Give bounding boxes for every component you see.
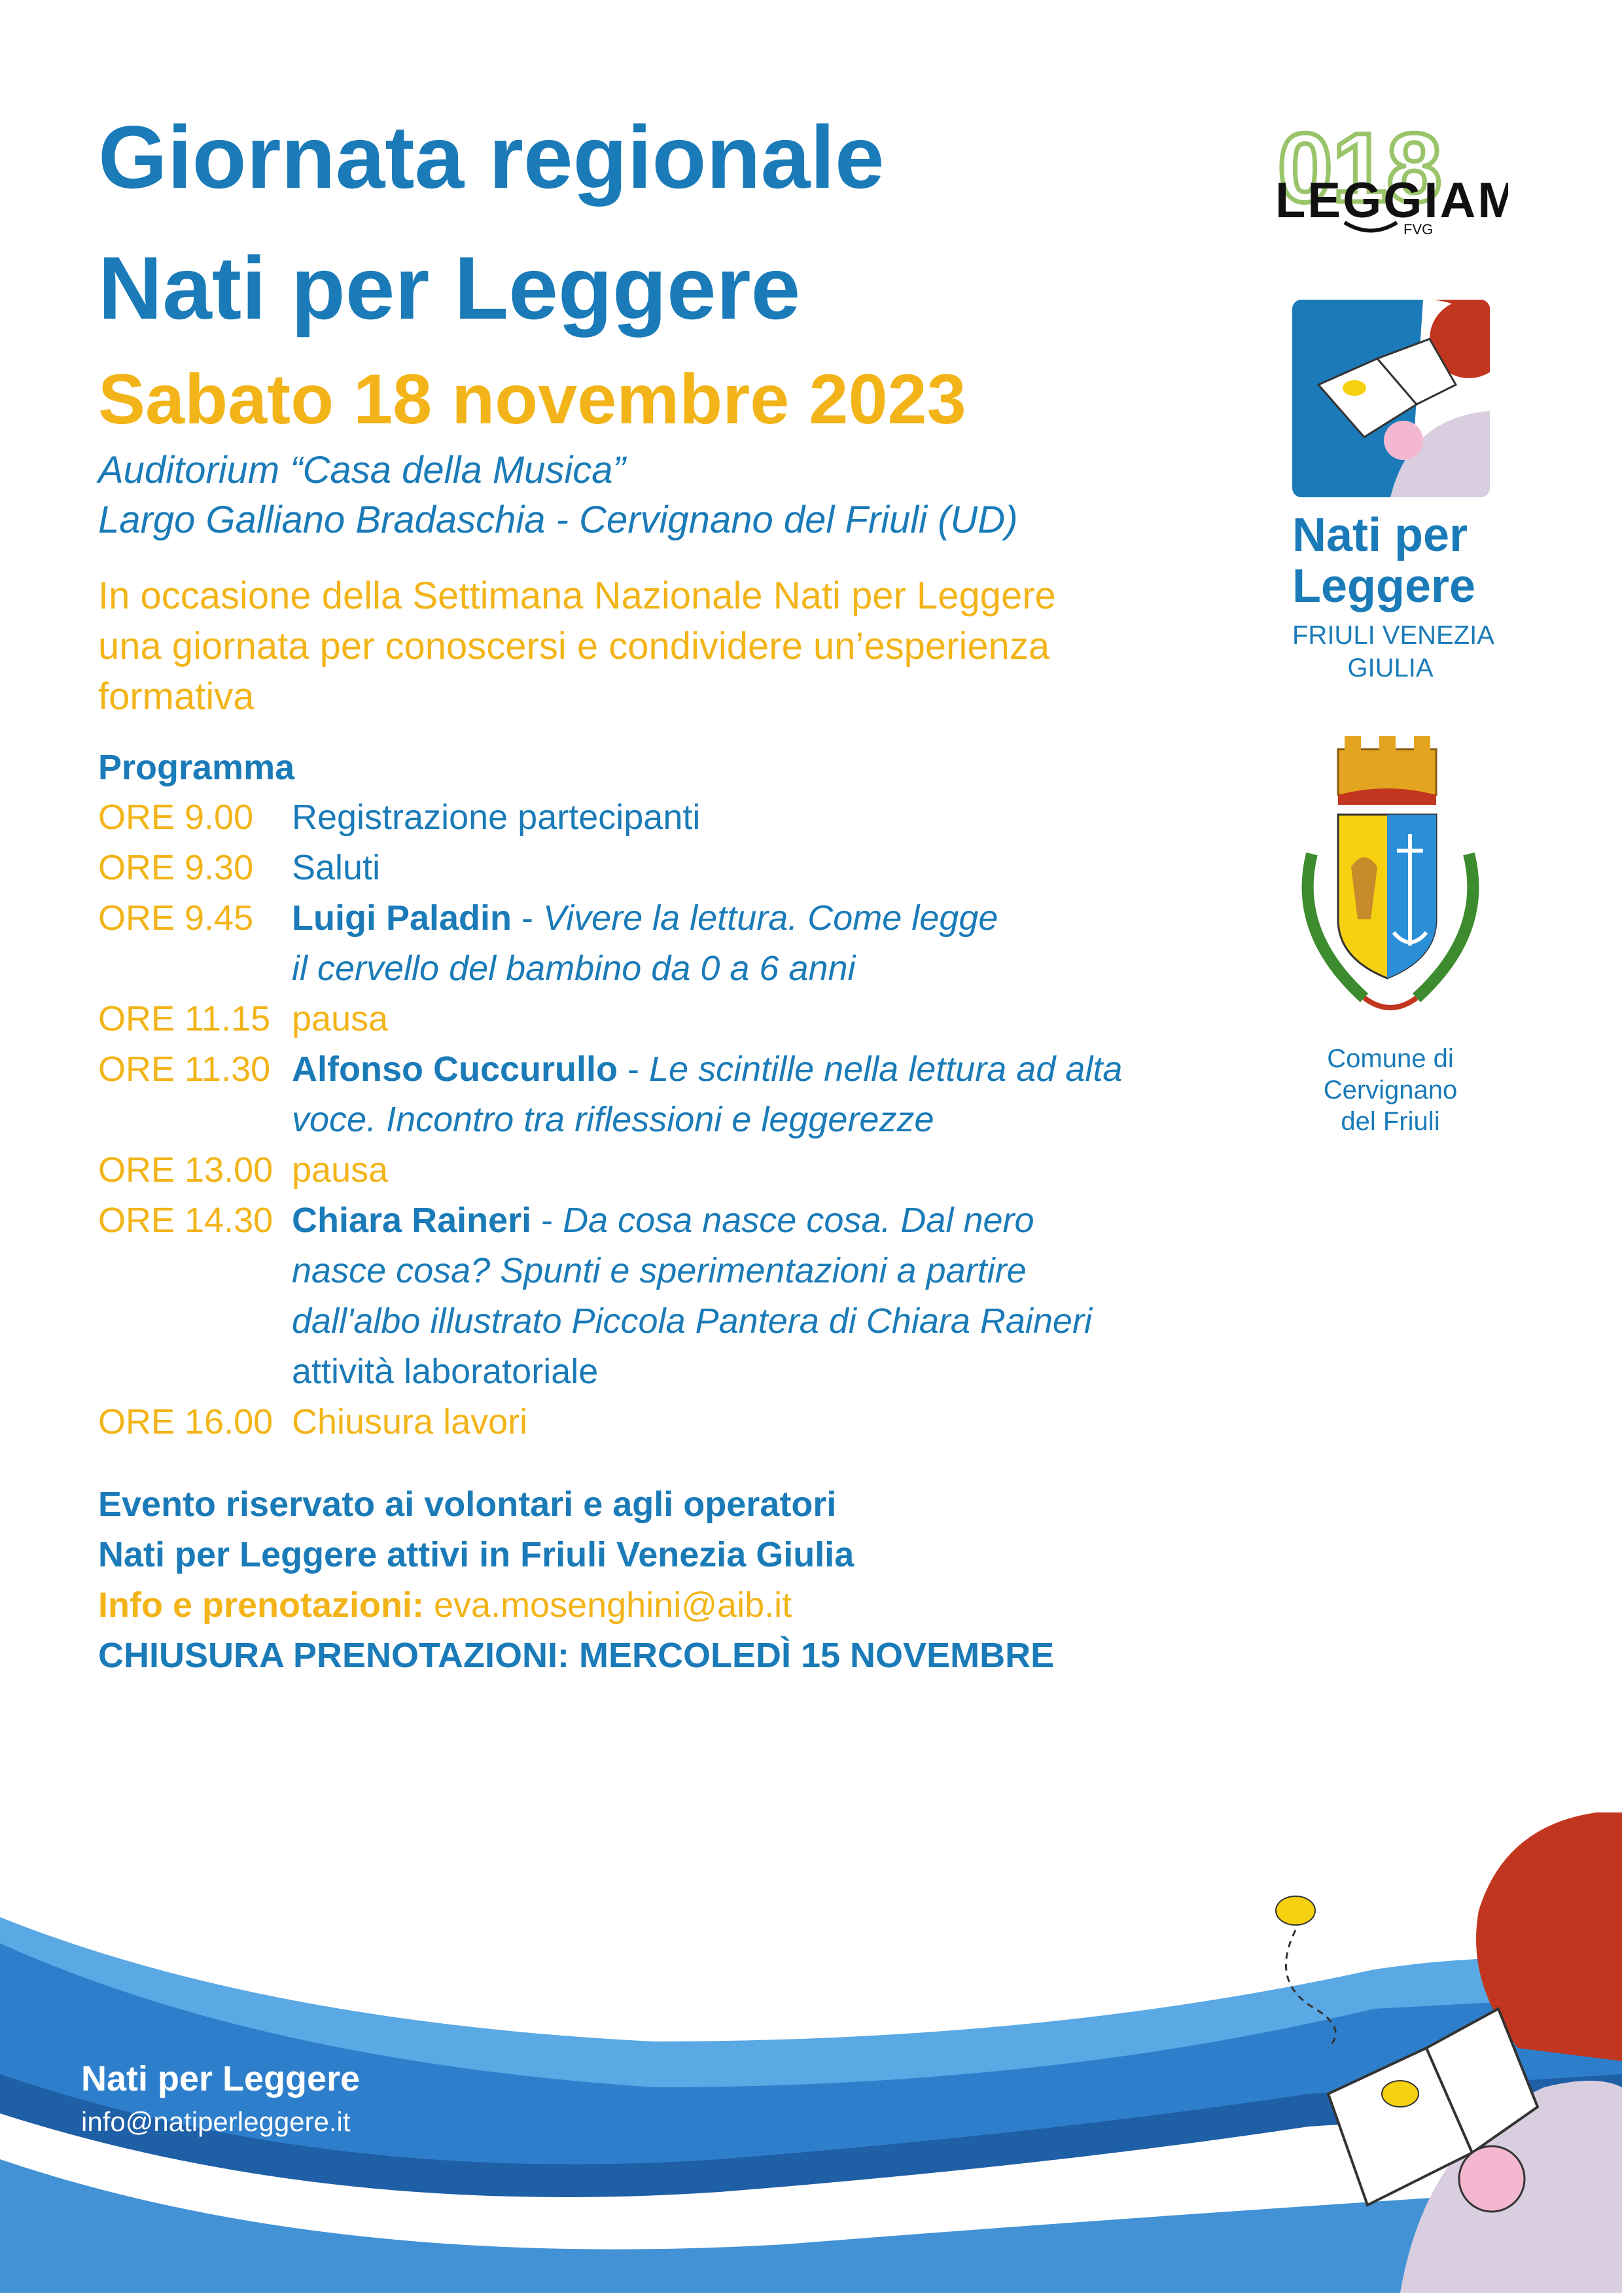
comune-label: Comune di xyxy=(1327,1044,1454,1073)
program-item: Chiusura lavori xyxy=(292,1402,528,1441)
audience-note: Evento riservato ai volontari e agli operatori xyxy=(98,1485,837,1524)
title-line-1: Giornata regionale xyxy=(98,107,885,207)
info-line xyxy=(98,1587,792,1623)
program-title: Programma xyxy=(98,748,295,787)
npl-logo-text xyxy=(1292,509,1494,684)
leggiamo-logo xyxy=(1273,118,1508,242)
leggiamo-word: LEGGIAM xyxy=(1275,173,1508,228)
program-item xyxy=(292,900,998,936)
program-item: Saluti xyxy=(292,848,381,887)
info-label: Info e prenotazioni: xyxy=(98,1585,424,1625)
separator: - xyxy=(531,1201,563,1240)
program-time: ORE 13.00 xyxy=(98,1150,273,1190)
program-item: pausa xyxy=(292,1150,389,1190)
talk-title: Da cosa nasce cosa. Dal nero xyxy=(563,1201,1034,1240)
speaker-name: Chiara Raineri xyxy=(292,1201,532,1240)
venue-name: Auditorium “Casa della Musica” xyxy=(98,449,626,491)
program-time: ORE 11.15 xyxy=(98,999,271,1038)
talk-title: nasce cosa? Spunti e sperimentazioni a partire xyxy=(292,1251,1027,1290)
program-time: ORE 9.30 xyxy=(98,848,254,887)
program-item xyxy=(292,1051,1122,1087)
intro-line: una giornata per conoscersi e condividere un’esperienza xyxy=(98,625,1050,667)
npl-logo-region1: FRIULI VENEZIA xyxy=(1292,620,1494,650)
audience-note: Nati per Leggere attivi in Friuli Venezia Giulia xyxy=(98,1535,855,1574)
talk-title: voce. Incontro tra riflessioni e leggerezze xyxy=(292,1100,934,1139)
venue-address: Largo Galliano Bradaschia - Cervignano del Friuli (UD) xyxy=(98,499,1018,541)
leggiamo-number: 018 xyxy=(1278,118,1442,222)
program-time: ORE 16.00 xyxy=(98,1402,273,1441)
npl-logo-line1: Nati per xyxy=(1292,509,1468,561)
program-time: ORE 9.00 xyxy=(98,798,254,837)
footer-email-link[interactable]: info@natiperleggere.it xyxy=(81,2106,351,2137)
program-item-continued: attività laboratoriale xyxy=(292,1352,599,1391)
talk-title: il cervello del bambino da 0 a 6 anni xyxy=(292,949,856,988)
comune-label: del Friuli xyxy=(1341,1107,1440,1136)
talk-title: Vivere la lettura. Come legge xyxy=(543,898,998,938)
program-item-continued xyxy=(292,1253,1027,1288)
program-item-continued xyxy=(292,1303,1092,1339)
separator: - xyxy=(512,898,544,938)
program-time: ORE 11.30 xyxy=(98,1050,271,1089)
npl-logo-image xyxy=(1292,300,1490,497)
booking-deadline: CHIUSURA PRENOTAZIONI: MERCOLEDÌ 15 NOVEMBRE xyxy=(98,1636,1055,1675)
talk-title: dall'albo illustrato Piccola Pantera di Chiara Raineri xyxy=(292,1301,1092,1341)
npl-logo-region2: GIULIA xyxy=(1347,653,1434,682)
intro-line: In occasione della Settimana Nazionale Nati per Leggere xyxy=(98,574,1056,617)
info-email-link[interactable]: eva.mosenghini@aib.it xyxy=(434,1585,792,1625)
program-item xyxy=(292,1203,1034,1238)
coat-of-arms-icon xyxy=(1273,736,1508,1037)
program-time: ORE 14.30 xyxy=(98,1201,273,1240)
separator: - xyxy=(618,1050,649,1089)
footer-brand: Nati per Leggere xyxy=(81,2059,361,2098)
speaker-name: Luigi Paladin xyxy=(292,898,512,938)
comune-label: Cervignano xyxy=(1323,1076,1458,1104)
program-item-continued xyxy=(292,951,856,986)
speaker-name: Alfonso Cuccurullo xyxy=(292,1050,618,1089)
program-item: Registrazione partecipanti xyxy=(292,798,701,837)
reading-child-illustration xyxy=(1230,1812,1622,2293)
program-item-continued xyxy=(292,1102,934,1137)
leggiamo-fvg: FVG xyxy=(1403,221,1434,238)
npl-logo-line2: Leggere xyxy=(1292,559,1476,612)
intro-line: formativa xyxy=(98,675,255,718)
program-item: pausa xyxy=(292,999,389,1038)
program-time: ORE 9.45 xyxy=(98,898,254,938)
event-date: Sabato 18 novembre 2023 xyxy=(98,359,966,438)
title-line-2: Nati per Leggere xyxy=(98,238,801,338)
talk-title: Le scintille nella lettura ad alta xyxy=(649,1050,1123,1089)
